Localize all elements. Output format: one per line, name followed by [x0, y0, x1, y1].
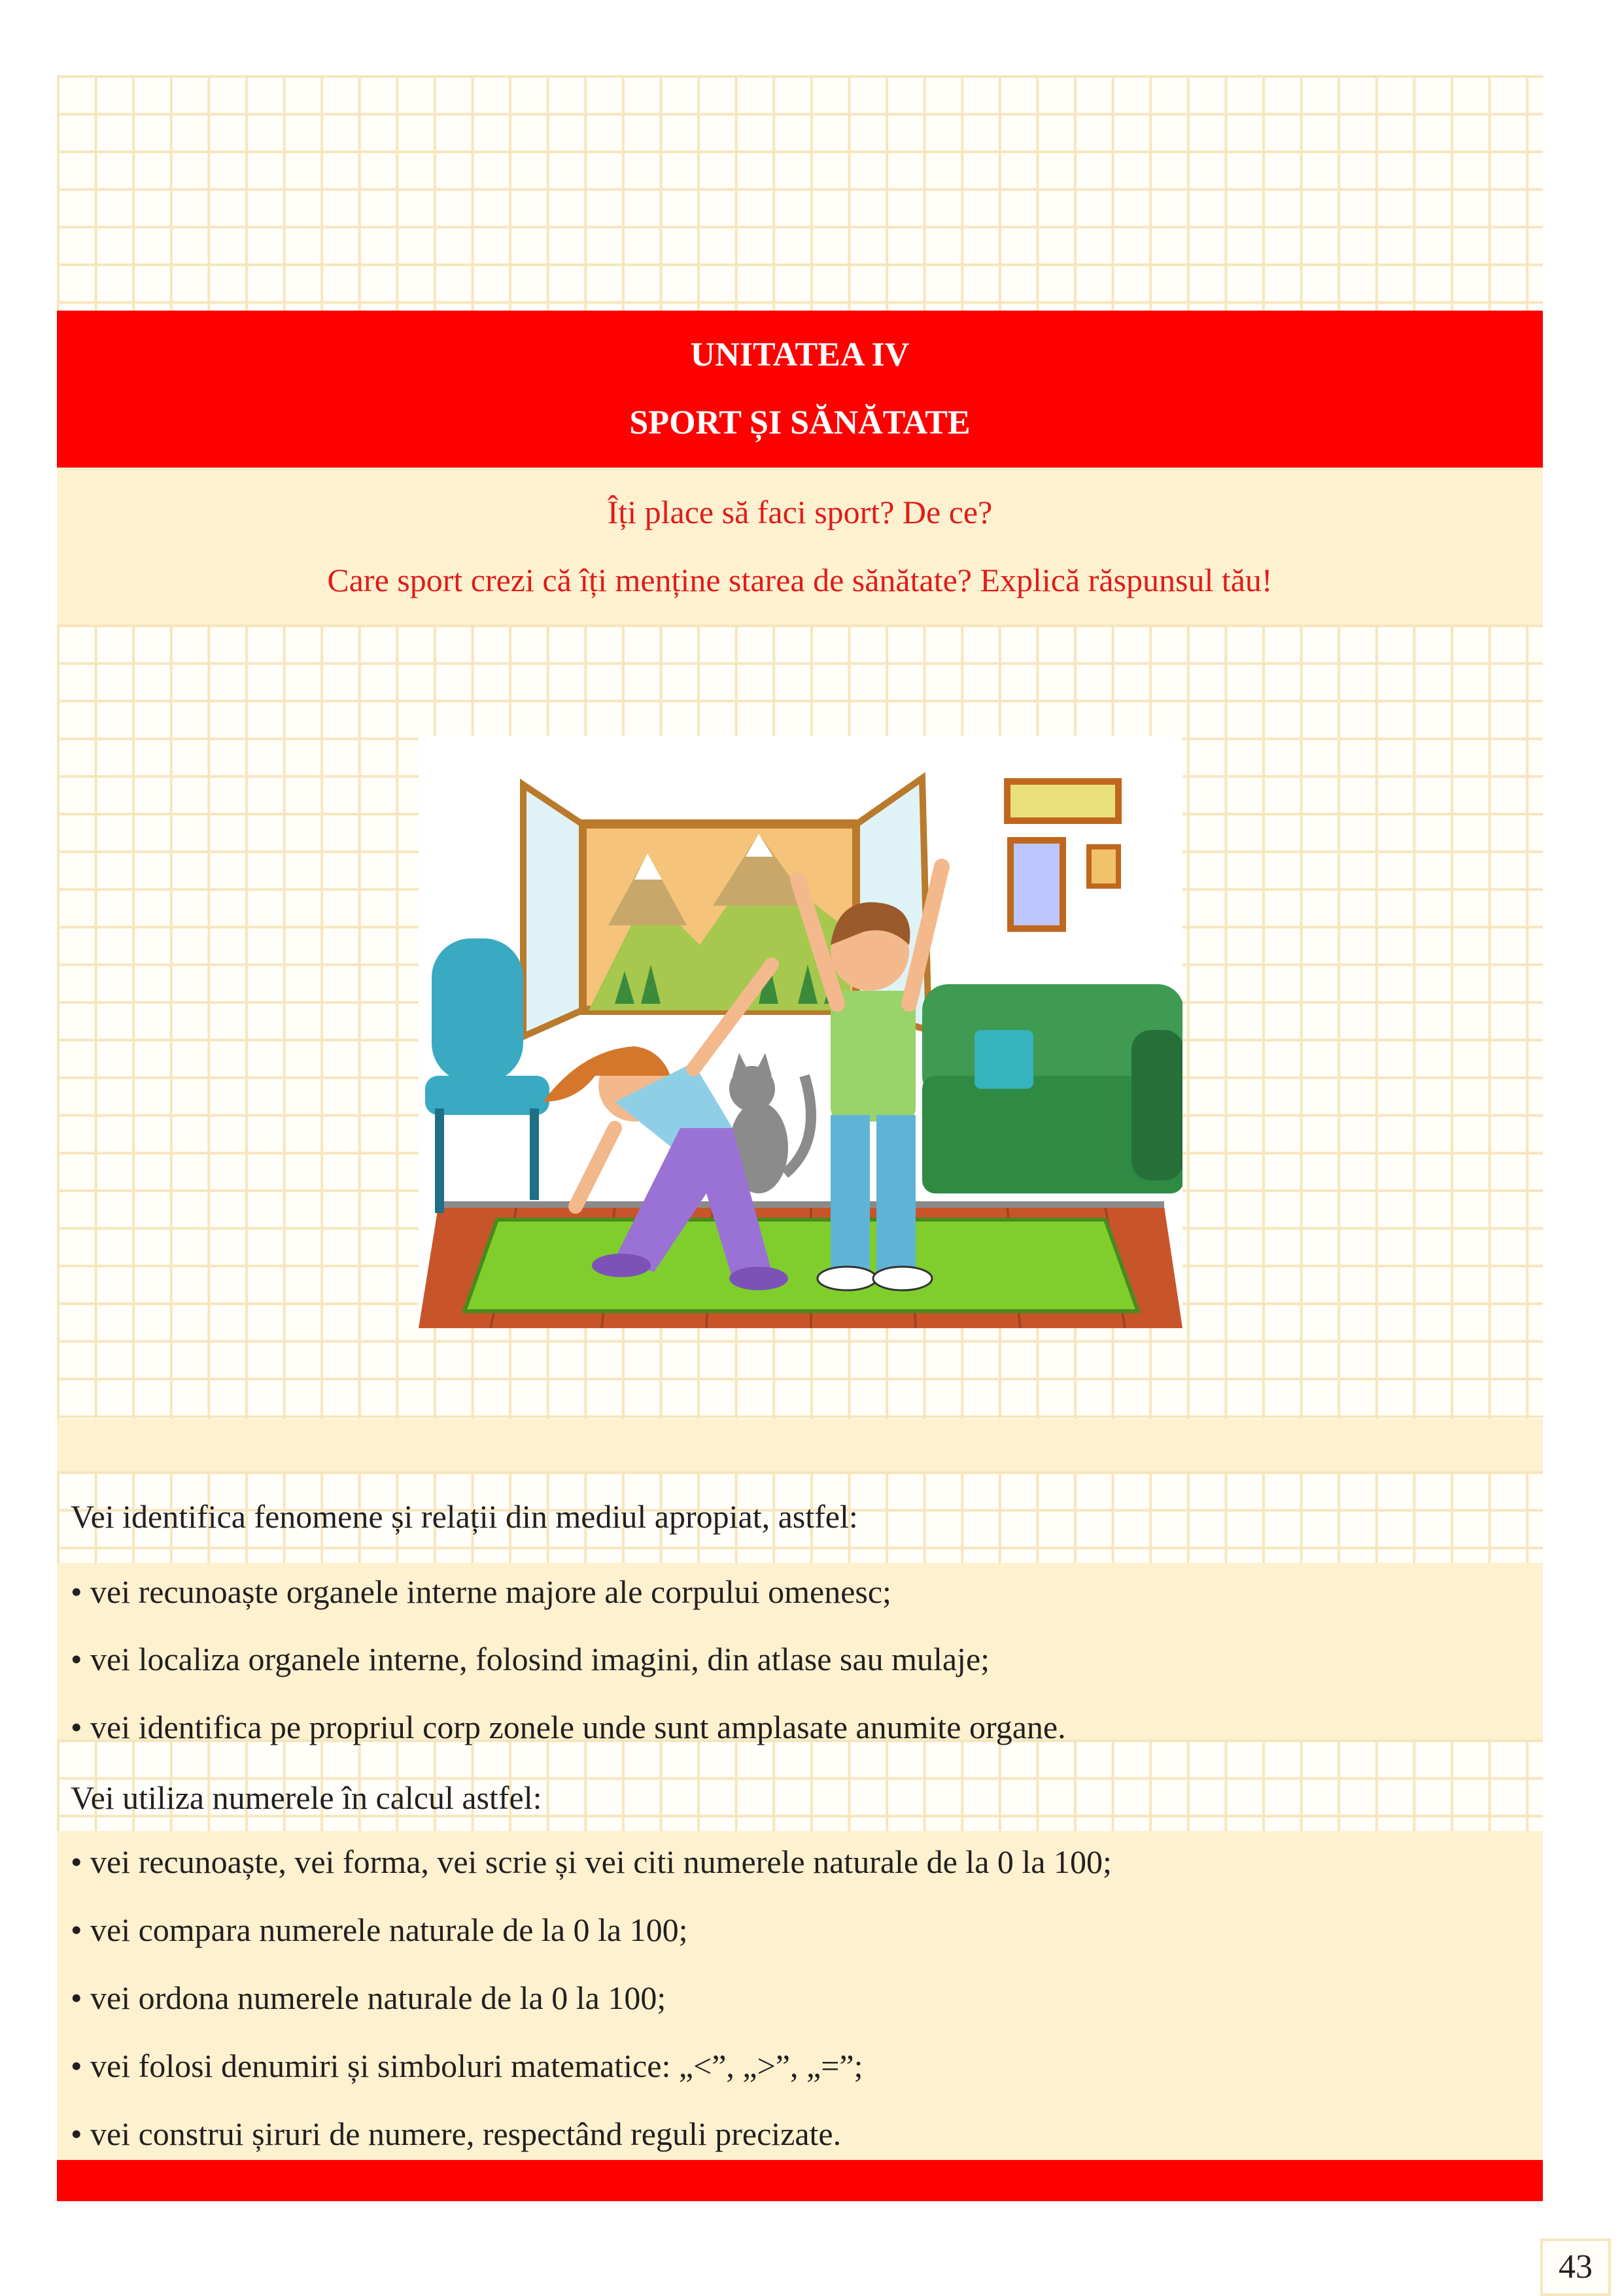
section2-bullet-2: • vei compara numerele naturale de la 0 la 100;	[71, 1911, 688, 1948]
section1-bullet-1: • vei recunoaște organele interne majore ale corpului omenesc;	[71, 1573, 891, 1610]
question-2: Care sport crezi că îți menține starea de sănătate? Explică răspunsul tău!	[327, 562, 1273, 598]
section1-bullet-2: • vei localiza organele interne, folosind imagini, din atlase sau mulaje;	[71, 1641, 990, 1677]
grid-top	[57, 75, 1543, 311]
section2-bullet-1: • vei recunoaște, vei forma, vei scrie și vei citi numerele naturale de la 0 la 100;	[71, 1843, 1112, 1880]
page-number: 43	[1540, 2238, 1611, 2296]
unit-header	[57, 311, 1543, 468]
unit-label: UNITATEA IV	[690, 336, 910, 373]
questions-band	[57, 468, 1543, 625]
section2-bullet-5: • vei construi șiruri de numere, respectând reguli precizate.	[71, 2116, 842, 2152]
section1-bullet-3: • vei identifica pe propriul corp zonele unde sunt amplasate anumite organe.	[71, 1709, 1066, 1745]
spacer-band	[57, 1419, 1543, 1471]
unit-title: SPORT ȘI SĂNĂTATE	[629, 404, 971, 441]
exercise-scene-image	[419, 736, 1182, 1328]
bottom-band	[57, 2160, 1543, 2201]
section2-bullet-4: • vei folosi denumiri și simboluri matematice: „<”, „>”, „=”;	[71, 2048, 863, 2084]
question-1: Îți place să faci sport? De ce?	[607, 494, 993, 530]
illustration	[419, 736, 1182, 1328]
section2-bullet-3: • vei ordona numerele naturale de la 0 la 100;	[71, 1979, 666, 2016]
section2-intro: Vei utiliza numerele în calcul astfel:	[71, 1779, 542, 1816]
section1-intro: Vei identifica fenomene și relații din mediul apropiat, astfel:	[71, 1498, 858, 1535]
